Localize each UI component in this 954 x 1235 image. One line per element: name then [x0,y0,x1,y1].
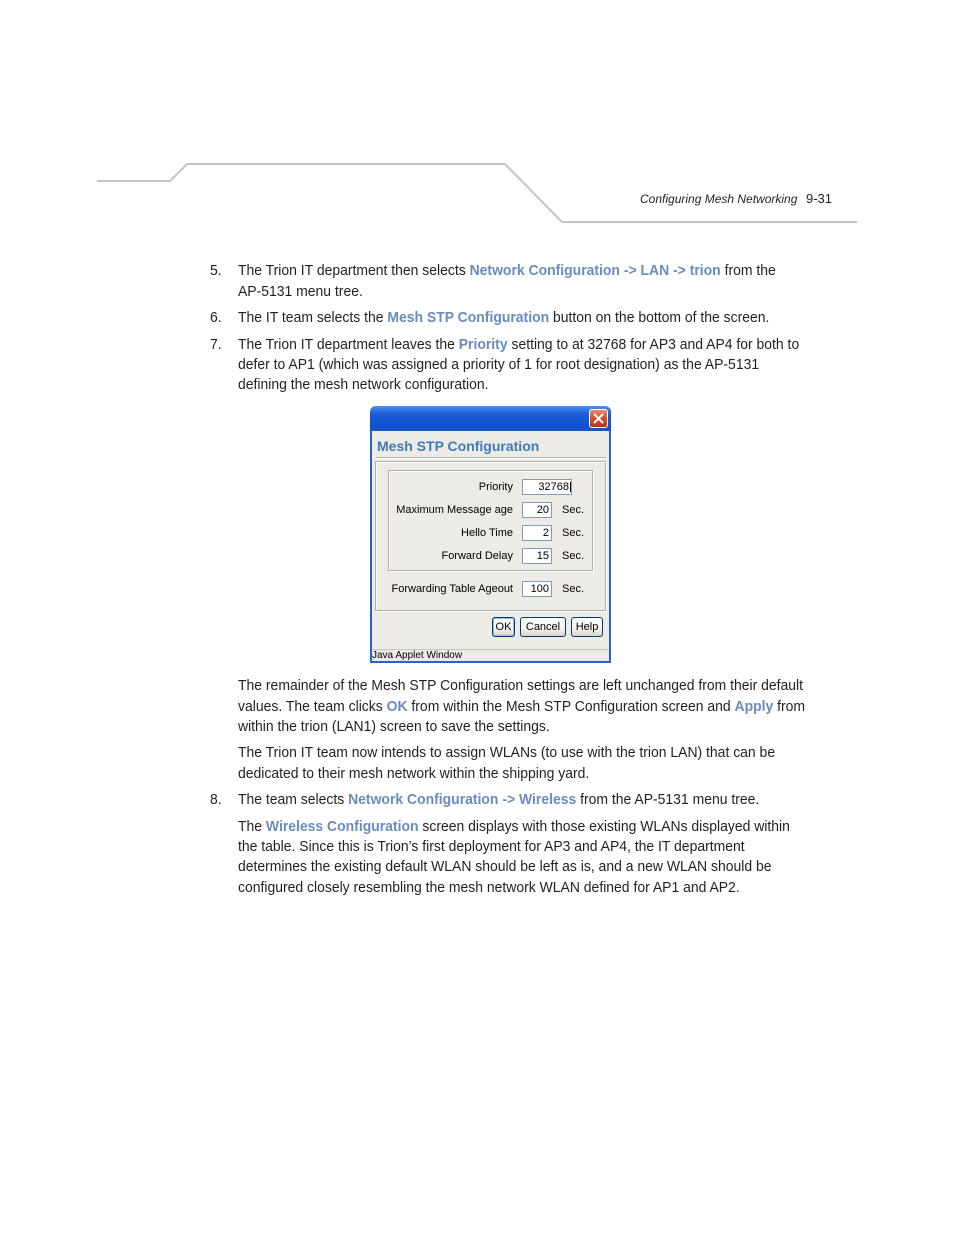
forwarding-table-ageout-input[interactable] [522,581,552,597]
unit-label: Sec. [562,527,585,539]
unit-label: Sec. [562,550,585,562]
body-text-line: The remainder of the Mesh STP Configuration settings are left unchanged from their default [238,677,804,694]
step-7-text-line [238,335,799,355]
priority-input[interactable] [522,479,572,495]
help-button[interactable]: Help [571,617,603,637]
field-row-forwarding-table-ageout [372,581,609,597]
body-text-line: the table. Since this is Trion’s first deployment for AP3 and AP4, the IT department [238,838,745,855]
body-text-line: dedicated to their mesh network within the shipping yard. [238,765,590,782]
field-label: Maximum Message age [396,504,513,516]
text-segment: from the [724,262,776,279]
status-bar: Java Applet Window [372,649,609,661]
field-label: Forwarding Table Ageout [391,583,513,595]
field-row-forward-delay [372,548,609,564]
ui-term-field-name: Priority [458,336,508,353]
step-7-text-line: defining the mesh network configuration. [238,376,489,393]
ok-button[interactable]: OK [492,617,515,637]
text-segment: button on the bottom of the screen. [553,309,770,326]
field-label: Hello Time [461,527,513,539]
field-label: Forward Delay [441,550,513,562]
field-label: Priority [478,481,513,493]
text-segment: from [777,698,806,715]
mesh-stp-config-window [370,406,611,663]
dialog-heading: Mesh STP Configuration [377,438,540,454]
step-5-text-line [238,261,776,281]
body-text-line: determines the existing default WLAN should be left as is, and a new WLAN should be [238,858,772,875]
step-number: 6. [210,309,222,326]
text-segment: setting to at 32768 for AP3 and AP4 for both to [511,336,800,353]
text-segment: screen displays with those existing WLANs displayed within [422,818,790,835]
body-text-line [238,697,805,717]
body-text-line [238,817,790,837]
ui-term-button-name: OK [386,698,408,715]
dialog-body [372,431,609,661]
field-row-priority [372,479,609,495]
page-number: 9-31 [806,191,833,206]
text-segment: The team selects [238,791,345,808]
max-message-age-input[interactable] [522,502,552,518]
step-number: 5. [210,262,222,279]
step-7-text-line: defer to AP1 (which was assigned a priority of 1 for root designation) as the AP-5131 [238,356,760,373]
ui-term-button-name: Mesh STP Configuration [387,309,550,326]
section-title: Configuring Mesh Networking [640,192,798,206]
text-segment: The IT team selects the [238,309,384,326]
close-button[interactable] [589,409,608,428]
step-number: 8. [210,791,222,808]
step-8-text-line [238,790,759,810]
text-segment: The Trion IT department leaves the [238,336,455,353]
text-segment: The [238,818,263,835]
unit-label: Sec. [562,504,585,516]
hello-time-input[interactable] [522,525,552,541]
step-6-text-line [238,308,769,328]
body-text-line: The Trion IT team now intends to assign WLANs (to use with the trion LAN) that can be [238,744,776,761]
text-segment: The Trion IT department then selects [238,262,466,279]
text-segment: from within the Mesh STP Configuration screen and [411,698,731,715]
body-text-line: within the trion (LAN1) screen to save the settings. [238,718,550,735]
field-row-hello-time [372,525,609,541]
ui-term-screen-name: Wireless Configuration [265,818,419,835]
ui-term-menu-path: Network Configuration -> Wireless [348,791,577,808]
step-5-text-line: AP-5131 menu tree. [238,283,363,300]
heading-separator [376,457,606,459]
body-text-line: configured closely resembling the mesh network WLAN defined for AP1 and AP2. [238,879,740,896]
step-number: 7. [210,336,222,353]
cancel-button[interactable]: Cancel [520,617,566,637]
field-row-max-message-age [372,502,609,518]
text-segment: values. The team clicks [238,698,383,715]
text-cursor [570,482,571,492]
text-segment: from the AP-5131 menu tree. [580,791,760,808]
title-bar[interactable] [370,406,611,431]
unit-label: Sec. [562,583,585,595]
close-icon [593,413,604,424]
ui-term-button-name: Apply [734,698,774,715]
ui-term-menu-path: Network Configuration -> LAN -> trion [469,262,721,279]
forward-delay-input[interactable] [522,548,552,564]
